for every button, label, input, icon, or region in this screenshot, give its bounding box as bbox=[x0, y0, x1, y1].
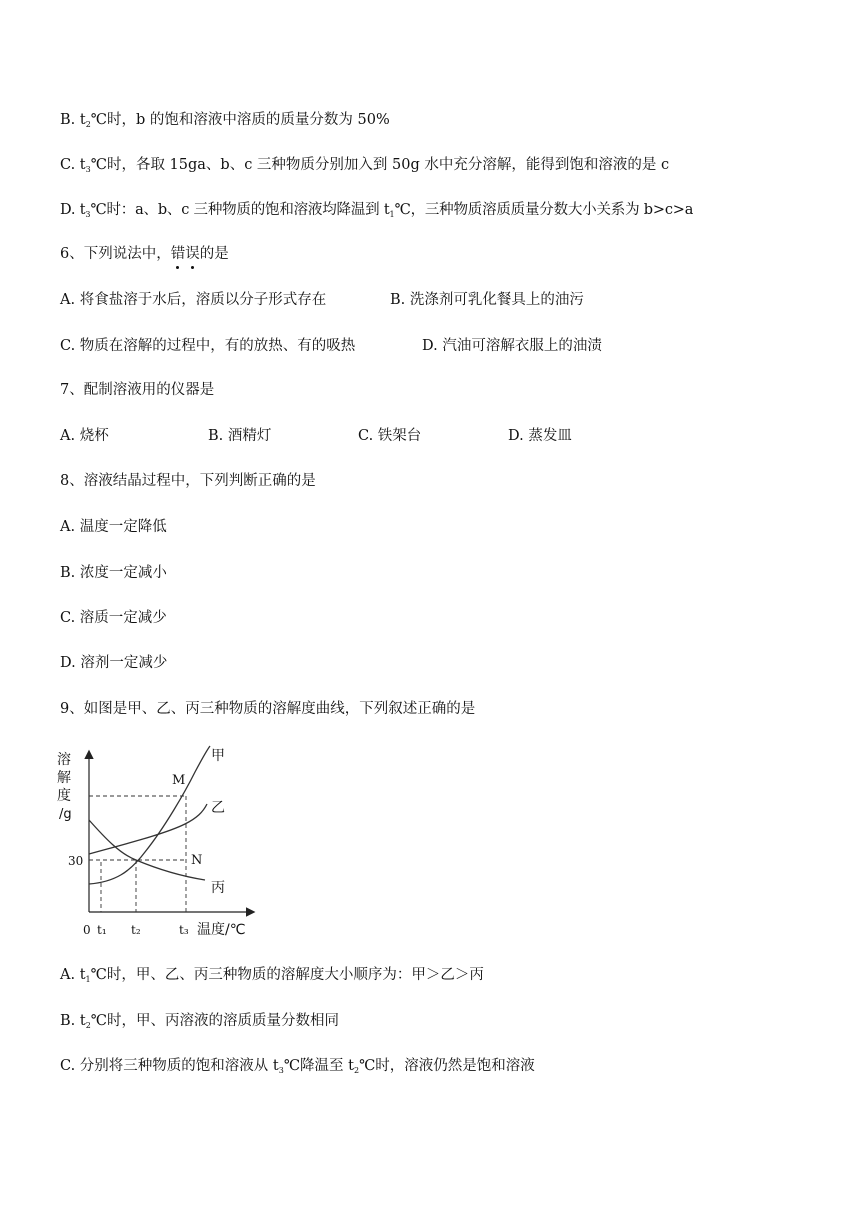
q6-option-b: B. 洗涤剂可乳化餐具上的油污 bbox=[390, 292, 584, 308]
q7-option-c: C. 铁架台 bbox=[358, 428, 422, 444]
solubility-curve-svg bbox=[55, 742, 270, 942]
q5-option-c: C. $t_3℃$时，各取 15ga、b、c 三种物质分别加入到 50g 水中充分溶解，能得到饱和溶液的是 c bbox=[60, 157, 670, 174]
x-tick-t1: t₁ bbox=[97, 923, 107, 937]
emphasis-dot-char: 错 bbox=[170, 246, 186, 262]
q9-stem: 9、如图是甲、乙、丙三种物质的溶解度曲线，下列叙述正确的是 bbox=[60, 701, 476, 717]
q9-option-c: C. 分别将三种物质的饱和溶液从 $t_3℃$降温至 $t_2℃$时，溶液仍然是饱和溶液 bbox=[60, 1058, 535, 1075]
y-axis-label-1: 溶 bbox=[57, 752, 71, 768]
q6-options-row2 bbox=[60, 336, 602, 356]
q5-option-b: B. $t_2℃$时，b 的饱和溶液中溶质的质量分数为 50% bbox=[60, 112, 390, 129]
curve-label-bing: 丙 bbox=[211, 880, 225, 896]
y-axis-label-2: 解 bbox=[57, 770, 71, 786]
q7-option-b: B. 酒精灯 bbox=[208, 428, 272, 444]
q8-option-b: B. 浓度一定减小 bbox=[60, 565, 167, 581]
q6-options-row1 bbox=[60, 290, 584, 310]
y-axis-label-4: /g bbox=[59, 807, 72, 822]
curve-label-jia: 甲 bbox=[211, 748, 225, 764]
emphasis-dot-char: 误 bbox=[185, 246, 200, 262]
x-axis-label: 温度/℃ bbox=[197, 922, 246, 938]
q8-option-c: C. 溶质一定减少 bbox=[60, 610, 167, 626]
q6-option-c: C. 物质在溶解的过程中，有的放热、有的吸热 bbox=[60, 338, 356, 354]
q7-option-a: A. 烧杯 bbox=[60, 428, 109, 444]
q9-option-b: B. $t_2℃$时，甲、丙溶液的溶质质量分数相同 bbox=[60, 1013, 340, 1030]
q8-stem: 8、溶液结晶过程中，下列判断正确的是 bbox=[60, 473, 316, 489]
q7-options bbox=[60, 426, 660, 446]
curve-yi bbox=[89, 804, 207, 854]
origin-label: 0 bbox=[83, 923, 91, 937]
curve-label-yi: 乙 bbox=[211, 800, 225, 816]
solubility-curve-figure bbox=[55, 742, 270, 942]
q5-option-d: D. $t_3℃$时：a、b、c 三种物质的饱和溶液均降温到 $t_1℃$，三种物质溶质质量分数大小关系为 b>c>a bbox=[60, 202, 694, 219]
q6-option-a: A. 将食盐溶于水后，溶质以分子形式存在 bbox=[60, 292, 327, 308]
q8-option-d: D. 溶剂一定减少 bbox=[60, 655, 168, 671]
q8-option-a: A. 温度一定降低 bbox=[60, 519, 167, 535]
x-tick-t2: t₂ bbox=[131, 923, 141, 937]
y-axis-label-3: 度 bbox=[57, 788, 71, 804]
point-m-label: M bbox=[172, 773, 186, 788]
q9-option-a: A. $t_1℃$时，甲、乙、丙三种物质的溶解度大小顺序为：甲＞乙＞丙 bbox=[60, 967, 484, 984]
point-n-label: N bbox=[191, 853, 203, 868]
y-tick-30: 30 bbox=[68, 854, 84, 868]
q7-option-d: D. 蒸发皿 bbox=[508, 428, 572, 444]
q6-stem: 6、下列说法中，错误的是 bbox=[60, 246, 229, 262]
x-tick-t3: t₃ bbox=[179, 923, 189, 937]
q6-option-d: D. 汽油可溶解衣服上的油渍 bbox=[422, 338, 602, 354]
q7-stem: 7、配制溶液用的仪器是 bbox=[60, 382, 215, 398]
